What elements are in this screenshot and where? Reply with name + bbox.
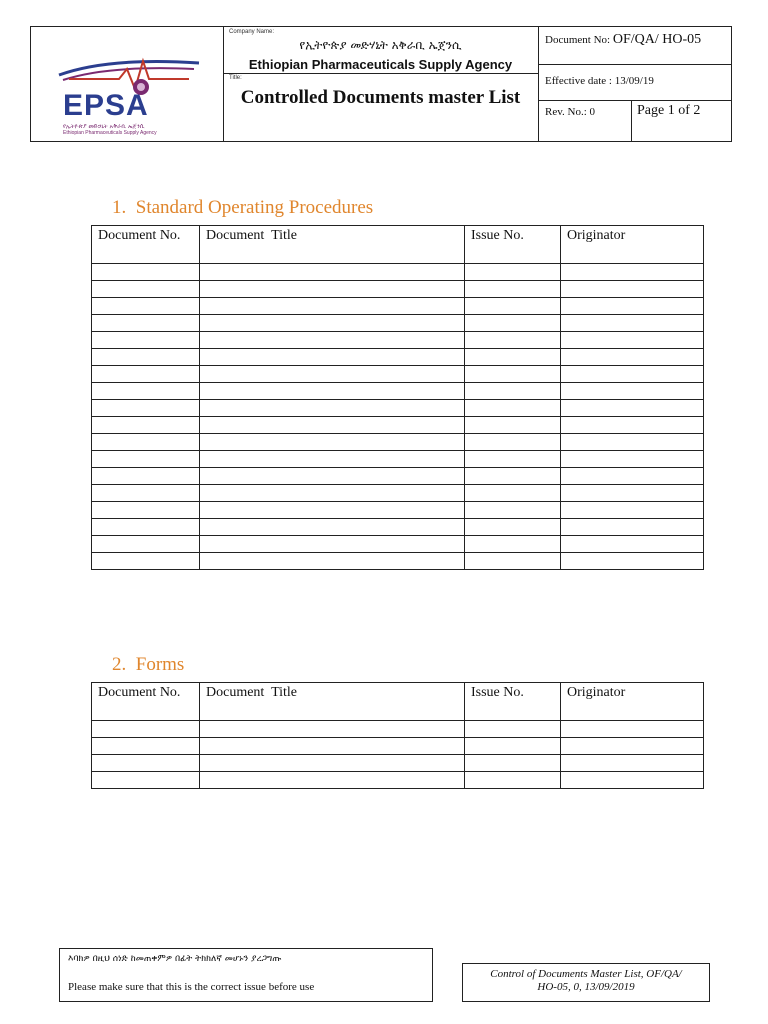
table-cell[interactable] [561, 772, 704, 789]
table-cell[interactable] [561, 349, 704, 366]
table-row [92, 468, 704, 485]
table-row [92, 519, 704, 536]
table-cell[interactable] [465, 417, 561, 434]
table-cell[interactable] [465, 281, 561, 298]
table-cell[interactable] [465, 400, 561, 417]
table-cell[interactable] [465, 366, 561, 383]
table-row [92, 417, 704, 434]
table-row [92, 366, 704, 383]
table-row [92, 298, 704, 315]
table-cell[interactable] [200, 315, 465, 332]
table-cell[interactable] [465, 434, 561, 451]
table-cell[interactable] [561, 383, 704, 400]
footer-reference-line1: Control of Documents Master List, OF/QA/ [490, 968, 682, 980]
table-cell[interactable] [92, 755, 200, 772]
table-cell[interactable] [200, 502, 465, 519]
footer-notice-english: Please make sure that this is the correct issue before use [68, 981, 315, 993]
table-cell[interactable] [200, 738, 465, 755]
table-cell[interactable] [200, 485, 465, 502]
table-cell[interactable] [200, 519, 465, 536]
table-cell[interactable] [92, 298, 200, 315]
table-row [92, 400, 704, 417]
table-cell[interactable] [561, 315, 704, 332]
table-cell[interactable] [561, 451, 704, 468]
table-cell[interactable] [561, 738, 704, 755]
table-row [92, 264, 704, 281]
table-cell[interactable] [561, 536, 704, 553]
table-cell[interactable] [92, 281, 200, 298]
table-cell[interactable] [200, 332, 465, 349]
table-cell[interactable] [92, 400, 200, 417]
table-cell[interactable] [200, 536, 465, 553]
table-cell[interactable] [465, 755, 561, 772]
table-row [92, 553, 704, 570]
document-header [30, 26, 732, 142]
page-number: Page 1 of 2 [637, 103, 701, 118]
table-cell[interactable] [465, 332, 561, 349]
document-number-value: OF/QA/ HO-05 [612, 32, 702, 47]
company-name-amharic: የኢትዮጵያ መድሃኒት አቅራቢ ኤጀንሲ [299, 38, 462, 52]
table-cell[interactable] [200, 468, 465, 485]
table-cell[interactable] [465, 451, 561, 468]
footer-reference-box [462, 963, 710, 1002]
table-row [92, 451, 704, 468]
table-cell[interactable] [200, 264, 465, 281]
table-cell[interactable] [465, 772, 561, 789]
table-cell[interactable] [92, 738, 200, 755]
title-label: Title: [229, 75, 242, 81]
table-cell[interactable] [92, 366, 200, 383]
table-cell[interactable] [200, 451, 465, 468]
table-cell[interactable] [465, 298, 561, 315]
table-cell[interactable] [561, 502, 704, 519]
column-header-document-no: Document No. [92, 226, 200, 264]
footer-reference-line2: HO-05, 0, 13/09/2019 [537, 981, 635, 993]
table-cell[interactable] [561, 485, 704, 502]
table-row [92, 755, 704, 772]
table-cell[interactable] [561, 434, 704, 451]
table-cell[interactable] [465, 536, 561, 553]
table-cell[interactable] [200, 383, 465, 400]
table-cell[interactable] [200, 417, 465, 434]
table-cell[interactable] [465, 721, 561, 738]
revision-number: Rev. No.: 0 [545, 106, 596, 118]
table-cell[interactable] [561, 468, 704, 485]
table-cell[interactable] [561, 553, 704, 570]
table-cell[interactable] [200, 400, 465, 417]
table-cell[interactable] [200, 434, 465, 451]
table-cell[interactable] [465, 738, 561, 755]
table-cell[interactable] [465, 468, 561, 485]
table-cell[interactable] [200, 281, 465, 298]
table-row [92, 281, 704, 298]
table-cell[interactable] [465, 315, 561, 332]
company-label: Company Name: [229, 29, 275, 35]
table-cell[interactable] [92, 519, 200, 536]
table-row [92, 349, 704, 366]
effective-date-value: 13/09/19 [614, 75, 654, 87]
company-name-english: Ethiopian Pharmaceuticals Supply Agency [248, 57, 513, 72]
column-header-originator: Originator [561, 226, 704, 264]
table-cell[interactable] [92, 332, 200, 349]
table-cell[interactable] [561, 298, 704, 315]
table-row [92, 383, 704, 400]
column-header-issue-no: Issue No. [465, 226, 561, 264]
sop-table [91, 225, 704, 570]
epsa-logo [49, 35, 209, 135]
table-cell[interactable] [561, 400, 704, 417]
table-cell[interactable] [465, 264, 561, 281]
column-header-issue-no: Issue No. [465, 683, 561, 721]
section-heading-forms: 2. Forms [112, 654, 185, 675]
table-header-row [92, 683, 704, 721]
table-row [92, 434, 704, 451]
table-cell[interactable] [561, 332, 704, 349]
table-cell[interactable] [561, 264, 704, 281]
document-number-label: Document No: [545, 34, 611, 46]
effective-date-label: Effective date : [545, 75, 612, 87]
table-row [92, 332, 704, 349]
table-cell[interactable] [200, 366, 465, 383]
table-cell[interactable] [200, 772, 465, 789]
table-cell[interactable] [92, 417, 200, 434]
table-cell[interactable] [92, 485, 200, 502]
table-cell[interactable] [561, 366, 704, 383]
table-cell[interactable] [465, 553, 561, 570]
column-header-document-title: Document Title [200, 226, 465, 264]
table-cell[interactable] [92, 264, 200, 281]
logo-text: EPSA [63, 89, 149, 122]
logo-subtitle-amharic: የኢትዮጵያ መድኃኒት አቅራቢ ኤጀንሲ [63, 123, 145, 130]
table-row [92, 485, 704, 502]
table-cell[interactable] [561, 755, 704, 772]
document-number [545, 32, 701, 48]
table-row [92, 315, 704, 332]
table-cell[interactable] [200, 553, 465, 570]
table-cell[interactable] [92, 721, 200, 738]
forms-table [91, 682, 704, 789]
table-cell[interactable] [92, 349, 200, 366]
table-cell[interactable] [465, 519, 561, 536]
table-cell[interactable] [465, 349, 561, 366]
table-cell[interactable] [92, 383, 200, 400]
table-cell[interactable] [200, 298, 465, 315]
table-cell[interactable] [92, 315, 200, 332]
effective-date [545, 75, 654, 87]
table-row [92, 772, 704, 789]
footer-notice-box [59, 948, 433, 1002]
table-row [92, 721, 704, 738]
table-cell[interactable] [561, 519, 704, 536]
table-cell[interactable] [465, 383, 561, 400]
table-row [92, 738, 704, 755]
footer-notice-amharic: እባክዎ በዚህ ሰነድ ከመጠቀምዎ በፊት ትክክለኛ መሆኑን ያረጋግጡ [68, 954, 282, 964]
table-cell[interactable] [92, 451, 200, 468]
table-cell[interactable] [561, 417, 704, 434]
table-header-row [92, 226, 704, 264]
table-cell[interactable] [200, 349, 465, 366]
table-cell[interactable] [561, 721, 704, 738]
document-title: Controlled Documents master List [240, 87, 521, 108]
table-row [92, 502, 704, 519]
table-cell[interactable] [561, 281, 704, 298]
table-cell[interactable] [200, 721, 465, 738]
table-cell[interactable] [92, 772, 200, 789]
table-cell[interactable] [200, 755, 465, 772]
table-cell[interactable] [92, 553, 200, 570]
section-heading-sop: 1. Standard Operating Procedures [112, 197, 374, 218]
table-cell[interactable] [465, 485, 561, 502]
table-row [92, 536, 704, 553]
table-cell[interactable] [92, 434, 200, 451]
table-cell[interactable] [92, 536, 200, 553]
table-cell[interactable] [92, 502, 200, 519]
logo-subtitle-english: Ethiopian Pharmaceuticals Supply Agency [63, 130, 157, 136]
column-header-originator: Originator [561, 683, 704, 721]
table-cell[interactable] [465, 502, 561, 519]
column-header-document-no: Document No. [92, 683, 200, 721]
column-header-document-title: Document Title [200, 683, 465, 721]
table-cell[interactable] [92, 468, 200, 485]
